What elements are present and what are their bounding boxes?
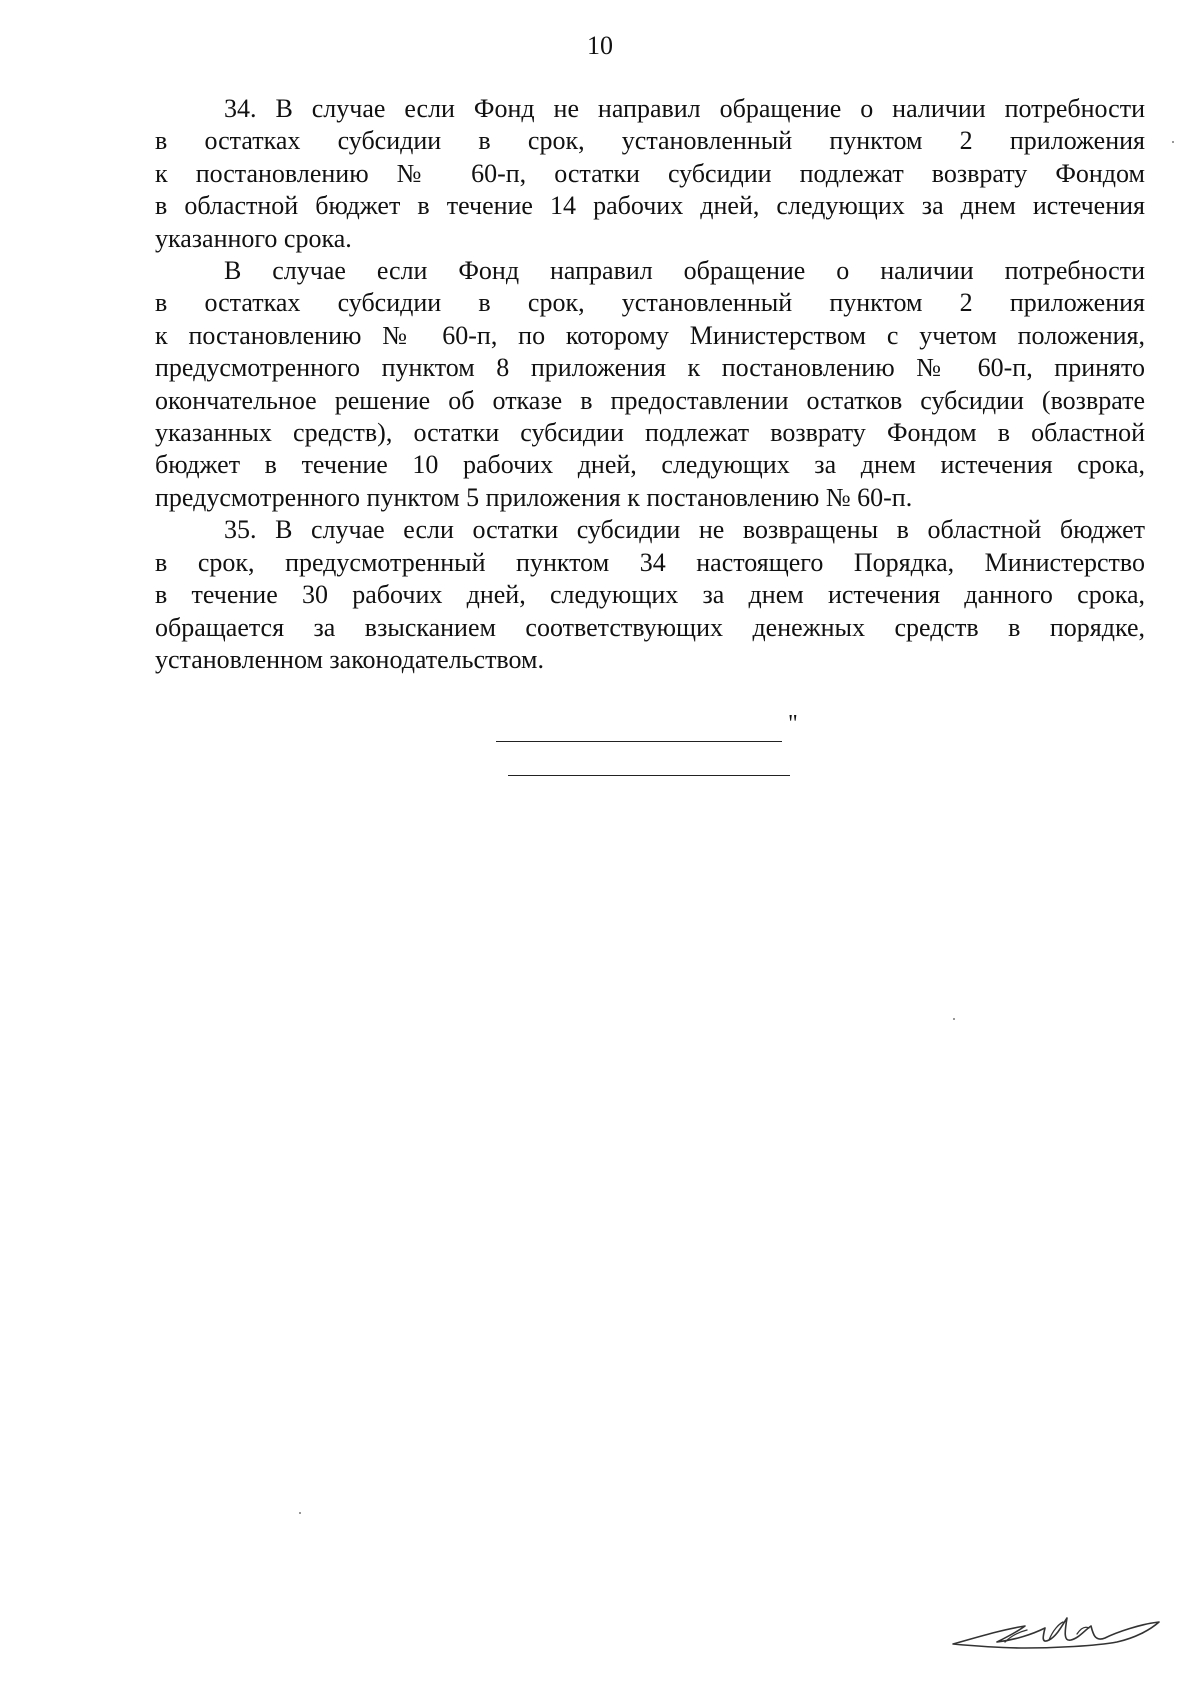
page-number: 10 xyxy=(587,31,613,60)
scan-speck xyxy=(1172,141,1174,143)
text-line: в областной бюджет в течение 14 рабочих дней, следующих за днем истечения xyxy=(155,191,1145,221)
text-line: к постановлению № 60-п, по которому Министерством с учетом положения, xyxy=(155,320,1145,350)
paragraph-34-second xyxy=(155,255,1145,514)
text-line: указанного срока. xyxy=(155,223,352,253)
text-line: предусмотренного пунктом 8 приложения к постановлению № 60-п, принято xyxy=(155,353,1145,383)
text-line: в остатках субсидии в срок, установленный пунктом 2 приложения xyxy=(155,288,1145,318)
end-rule xyxy=(496,741,782,742)
document-body xyxy=(155,93,1145,676)
text-line: обращается за взысканием соответствующих денежных средств в порядке, xyxy=(155,612,1145,642)
end-rule-lower xyxy=(508,775,790,776)
text-line: к постановлению № 60-п, остатки субсидии подлежат возврату Фондом xyxy=(155,158,1145,188)
text-line: 34. В случае если Фонд не направил обращение о наличии потребности xyxy=(224,94,1145,123)
paragraph-34 xyxy=(155,93,1145,255)
scan-speck xyxy=(953,1018,955,1020)
text-line: окончательное решение об отказе в предоставлении остатков субсидии (возврате xyxy=(155,385,1145,415)
closing-quote: " xyxy=(788,711,798,737)
text-line: в остатках субсидии в срок, установленный пунктом 2 приложения xyxy=(155,126,1145,156)
text-line: В случае если Фонд направил обращение о наличии потребности xyxy=(224,256,1145,286)
handwritten-signature xyxy=(945,1600,1170,1660)
text-line: в течение 30 рабочих дней, следующих за днем истечения данного срока, xyxy=(155,580,1145,610)
text-line: в срок, предусмотренный пунктом 34 настоящего Порядка, Министерство xyxy=(155,547,1145,577)
scan-speck xyxy=(299,1512,301,1514)
text-line: предусмотренного пунктом 5 приложения к постановлению № 60-п. xyxy=(155,482,913,512)
paragraph-35 xyxy=(155,514,1145,676)
text-line: 35. В случае если остатки субсидии не возвращены в областной бюджет xyxy=(224,515,1145,545)
text-line: установленном законодательством. xyxy=(155,644,544,674)
text-line: бюджет в течение 10 рабочих дней, следующих за днем истечения срока, xyxy=(155,450,1145,480)
text-line: указанных средств), остатки субсидии подлежат возврату Фондом в областной xyxy=(155,418,1145,448)
